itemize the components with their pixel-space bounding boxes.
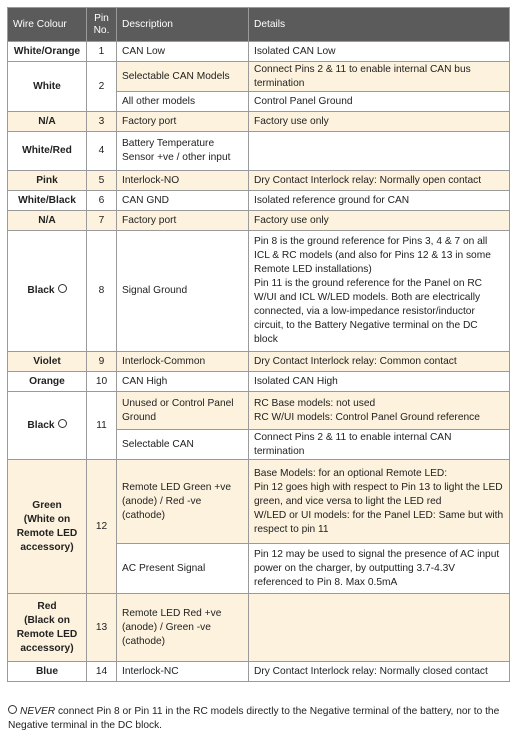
pin-description: Interlock-Common — [117, 352, 249, 372]
pin-number: 14 — [87, 662, 117, 682]
pin-details: Factory use only — [249, 112, 510, 132]
pin-description: CAN High — [117, 372, 249, 392]
pin-details: Dry Contact Interlock relay: Normally open contact — [249, 171, 510, 191]
table-row — [8, 392, 510, 430]
wire-colour — [8, 392, 87, 460]
pin-number: 13 — [87, 594, 117, 662]
pin-number: 2 — [87, 62, 117, 112]
pin-description: Signal Ground — [117, 231, 249, 352]
table-row — [8, 662, 510, 682]
header-pin-no: Pin No. — [87, 8, 117, 42]
pin-details-paragraph: Pin 8 is the ground reference for Pins 3, 4 & 7 on all ICL & RC models (and also for Pins 12 & 13 in some Remote LED installations) — [254, 236, 491, 275]
wire-colour: White/Orange — [8, 42, 87, 62]
pin-description: Remote LED Red +ve (anode) / Green -ve (cathode) — [117, 594, 249, 662]
table-row — [8, 171, 510, 191]
pin-details-paragraph: RC Base models: not used — [254, 397, 376, 409]
pin-description: Unused or Control Panel Ground — [117, 392, 249, 430]
pin-details: Isolated CAN Low — [249, 42, 510, 62]
table-row — [8, 460, 510, 544]
pin-details: Dry Contact Interlock relay: Common contact — [249, 352, 510, 372]
pin-details: Pin 12 may be used to signal the presence of AC input power on the charger, by outputting 3.7-4.3V referenced to Pin 8. Max 0.5mA — [249, 544, 510, 594]
table-row — [8, 112, 510, 132]
wire-colour-line: Remote LED — [16, 527, 78, 539]
wire-colour: White/Black — [8, 191, 87, 211]
wire-colour-line: Green — [32, 499, 62, 511]
pin-description: Selectable CAN Models — [117, 62, 249, 92]
pin-details — [249, 132, 510, 171]
table-row — [8, 211, 510, 231]
pin-details-paragraph: Pin 12 goes high with respect to Pin 13 to light the LED green, and vice versa to light the LED red — [254, 481, 503, 507]
wire-colour-label: Black — [27, 285, 55, 296]
pin-details-paragraph: RC W/UI models: Control Panel Ground reference — [254, 411, 480, 423]
pin-description: Interlock-NC — [117, 662, 249, 682]
table-row — [8, 62, 510, 92]
pin-description: All other models — [117, 92, 249, 112]
header-description: Description — [117, 8, 249, 42]
table-row — [8, 191, 510, 211]
pin-details-paragraph: Pin 11 is the ground reference for the Panel on RC W/UI and ICL W/LED models. Both are electrically connected, via a low-impedance resistor/inductor circuit, to the Battery Negative terminal on the DC block — [254, 278, 483, 345]
pin-details-paragraph: Base Models: for an optional Remote LED: — [254, 467, 448, 479]
wire-colour-label: Black — [27, 419, 55, 431]
footnote-emphasis: NEVER — [20, 706, 56, 717]
table-row — [8, 132, 510, 171]
pin-details: Control Panel Ground — [249, 92, 510, 112]
pin-description: Factory port — [117, 112, 249, 132]
pin-description: Interlock-NO — [117, 171, 249, 191]
wire-colour-line: accessory) — [20, 541, 74, 553]
pin-details: Factory use only — [249, 211, 510, 231]
footnote — [8, 705, 508, 733]
hollow-circle-icon — [8, 705, 17, 714]
wire-colour-line: accessory) — [20, 642, 74, 654]
pin-number: 11 — [87, 392, 117, 460]
pin-details — [249, 460, 510, 544]
pin-description: Remote LED Green +ve (anode) / Red -ve (cathode) — [117, 460, 249, 544]
pin-number: 12 — [87, 460, 117, 594]
wire-colour-line: Red — [37, 600, 57, 612]
pin-details: Connect Pins 2 & 11 to enable internal CAN termination — [249, 430, 510, 460]
wire-colour — [8, 594, 87, 662]
pin-details — [249, 594, 510, 662]
wire-colour: White/Red — [8, 132, 87, 171]
footnote-text: connect Pin 8 or Pin 11 in the RC models directly to the Negative terminal of the battery, nor to the Negative terminal in the DC block. — [8, 706, 500, 731]
wire-colour-line: Remote LED — [16, 628, 78, 640]
header-details: Details — [249, 8, 510, 42]
pin-details: Dry Contact Interlock relay: Normally closed contact — [249, 662, 510, 682]
pin-description: Battery Temperature Sensor +ve / other input — [117, 132, 249, 171]
pin-number: 8 — [87, 231, 117, 352]
wire-colour-line: (White on — [23, 513, 71, 525]
wire-colour — [8, 231, 87, 352]
table-header-row — [8, 8, 510, 42]
pin-description: AC Present Signal — [117, 544, 249, 594]
wire-colour: Orange — [8, 372, 87, 392]
table-row — [8, 594, 510, 662]
pin-details — [249, 392, 510, 430]
pin-details: Connect Pins 2 & 11 to enable internal CAN bus termination — [249, 62, 510, 92]
pin-description: Factory port — [117, 211, 249, 231]
wire-colour — [8, 460, 87, 594]
pin-description: Selectable CAN — [117, 430, 249, 460]
pin-details: Isolated CAN High — [249, 372, 510, 392]
table-row — [8, 372, 510, 392]
wire-colour: Violet — [8, 352, 87, 372]
hollow-circle-icon — [58, 284, 67, 293]
wire-pin-table — [7, 7, 510, 682]
pin-number: 1 — [87, 42, 117, 62]
table-row — [8, 231, 510, 352]
pin-number: 5 — [87, 171, 117, 191]
pin-number: 7 — [87, 211, 117, 231]
pin-number: 9 — [87, 352, 117, 372]
pin-details — [249, 231, 510, 352]
pin-details-paragraph: W/LED or UI models: for the Panel LED: Same but with respect to pin 11 — [254, 509, 504, 535]
pin-details: Isolated reference ground for CAN — [249, 191, 510, 211]
hollow-circle-icon — [58, 419, 67, 428]
pin-number: 10 — [87, 372, 117, 392]
wire-colour: Blue — [8, 662, 87, 682]
wire-colour: N/A — [8, 112, 87, 132]
pin-number: 4 — [87, 132, 117, 171]
table-row — [8, 42, 510, 62]
pin-description: CAN GND — [117, 191, 249, 211]
table-row — [8, 352, 510, 372]
header-wire-colour: Wire Colour — [8, 8, 87, 42]
wire-colour-line: (Black on — [24, 614, 70, 626]
wire-colour: N/A — [8, 211, 87, 231]
pin-description: CAN Low — [117, 42, 249, 62]
pin-number: 6 — [87, 191, 117, 211]
wire-colour: Pink — [8, 171, 87, 191]
pin-number: 3 — [87, 112, 117, 132]
wire-colour: White — [8, 62, 87, 112]
